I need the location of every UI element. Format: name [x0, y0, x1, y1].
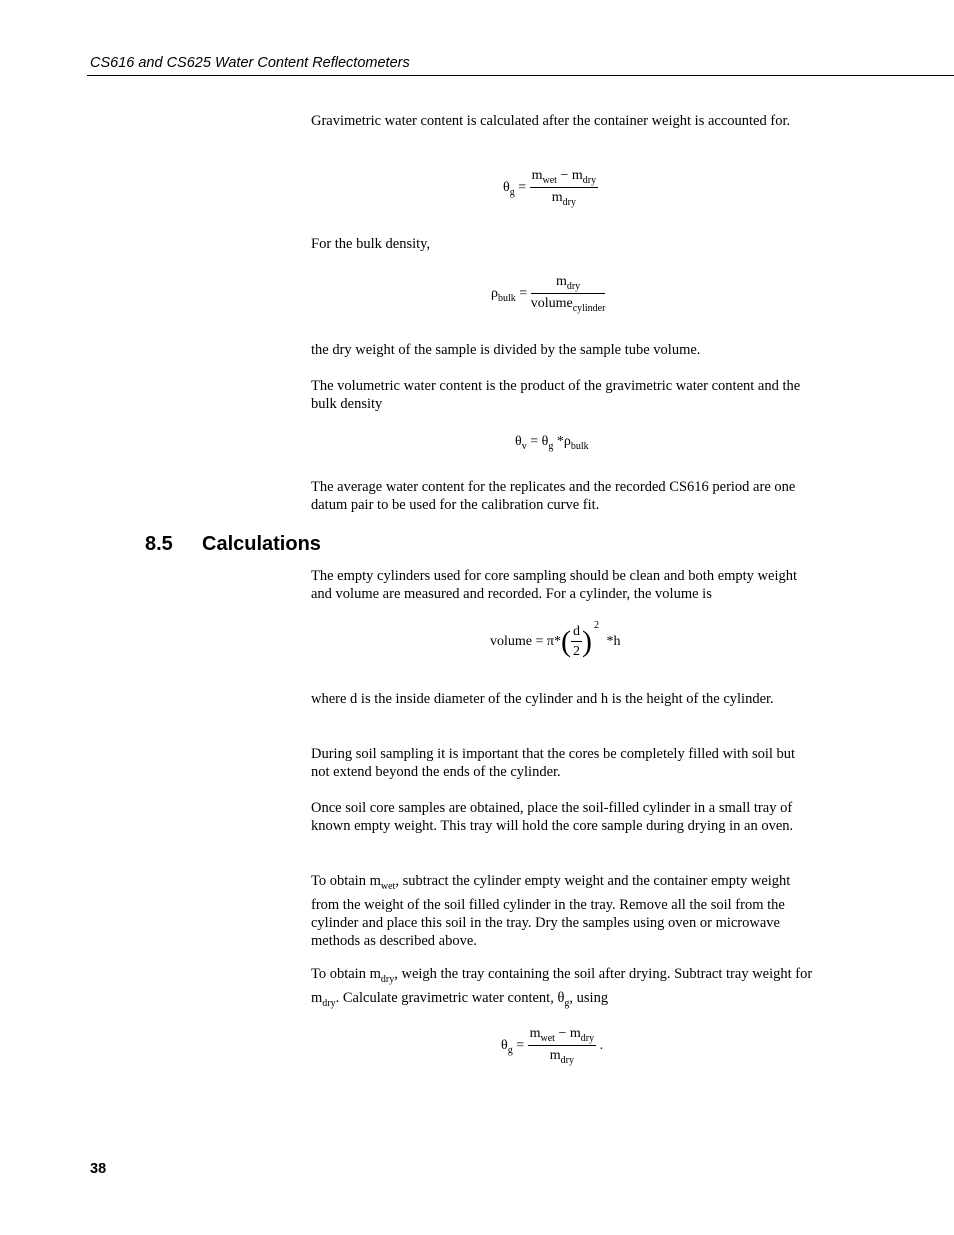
- eq4-exponent: 2: [593, 619, 599, 631]
- eq2-equals: =: [519, 286, 528, 302]
- eq2-numerator: [531, 274, 606, 294]
- eq5-fraction: [528, 1026, 596, 1066]
- eq5-minus: −: [558, 1026, 567, 1041]
- paragraph-5: [311, 478, 816, 514]
- eq3-theta-g-sub: g: [548, 440, 554, 452]
- eq1-den-sub: dry: [562, 196, 576, 208]
- equation-gravimetric-2: [501, 1026, 603, 1066]
- paragraph-7: [311, 690, 816, 708]
- eq5-m-dry: m: [569, 1026, 581, 1041]
- paragraph-5-text: The average water content for the replicates and the recorded CS616 period are one datum pair to be used for the calibration curve fit.: [311, 479, 796, 513]
- paragraph-6: [311, 567, 816, 603]
- eq2-m: m: [555, 274, 567, 289]
- eq1-fraction: [530, 168, 598, 208]
- eq4-times-1: *: [553, 634, 561, 650]
- eq1-equals: =: [518, 180, 527, 196]
- eq4-left-paren: (: [560, 625, 571, 658]
- eq1-denominator: [530, 188, 598, 208]
- eq4-times-2: *: [606, 634, 614, 650]
- eq1-m-dry-sub: dry: [582, 174, 597, 186]
- p11-part-b: , weigh the tray containing the soil after drying. Subtract tray weight for m: [311, 966, 813, 1006]
- paragraph-10-text: [311, 872, 816, 950]
- page-number: 38: [90, 1161, 107, 1177]
- p11-sub-dry-1: dry: [380, 973, 395, 985]
- eq5-theta-sub: g: [507, 1044, 513, 1056]
- eq5-m-wet: m: [529, 1026, 541, 1041]
- p11-sub-dry-2: dry: [322, 997, 336, 1009]
- eq4-h: h: [613, 634, 621, 650]
- eq2-m-sub: dry: [566, 280, 581, 292]
- eq2-denominator: [531, 294, 606, 314]
- p10-part-a: To obtain m: [311, 873, 381, 889]
- eq4-numerator: d: [571, 624, 582, 642]
- eq5-period: .: [599, 1038, 604, 1054]
- eq3-theta-v-sub: v: [521, 440, 527, 452]
- equation-volumetric: [515, 434, 589, 452]
- paragraph-3-text: the dry weight of the sample is divided by the sample tube volume.: [311, 342, 701, 358]
- section-title: Calculations: [202, 533, 321, 555]
- eq1-den-m: m: [551, 189, 563, 205]
- eq1-theta: θ: [503, 180, 510, 196]
- eq5-theta: θ: [501, 1038, 508, 1054]
- paragraph-4-text: The volumetric water content is the product of the gravimetric water content and the bulk density: [311, 378, 801, 412]
- eq5-den-sub: dry: [560, 1054, 574, 1066]
- eq3-rho: ρ: [563, 434, 571, 449]
- eq4-pi: π: [546, 634, 554, 650]
- eq1-m-dry: m: [571, 168, 583, 183]
- eq5-m-dry-sub: dry: [580, 1032, 595, 1044]
- p11-sub-g: g: [564, 997, 570, 1009]
- eq3-rho-sub: bulk: [570, 440, 589, 452]
- paragraph-9: [311, 799, 816, 835]
- eq3-equals: =: [530, 434, 539, 449]
- paragraph-11: [311, 965, 816, 1013]
- eq5-m-wet-sub: wet: [540, 1032, 555, 1044]
- eq4-fraction: [571, 624, 582, 660]
- equation-cylinder-volume: [490, 619, 621, 660]
- eq2-volume: volume: [530, 295, 573, 311]
- eq5-den-m: m: [549, 1047, 561, 1063]
- p11-part-d: , using: [569, 989, 609, 1006]
- paragraph-8: [311, 745, 816, 781]
- paragraph-3: [311, 341, 816, 359]
- section-heading: [145, 533, 321, 556]
- p10-part-b: , subtract the cylinder empty weight and the container empty weight from the weight of the soil filled cylinder in the tray. Remove all the soil from the cylinder and place this soil in the tray. Dry the samples using oven or microwave methods as described above.: [311, 873, 791, 949]
- paragraph-1-text: Gravimetric water content is calculated after the container weight is accounted for.: [311, 113, 791, 129]
- eq2-rho-sub: bulk: [498, 292, 516, 304]
- p11-part-a: To obtain m: [311, 966, 381, 982]
- eq4-equals: =: [535, 634, 544, 650]
- eq4-volume: volume: [490, 634, 532, 650]
- paragraph-2-text: For the bulk density,: [311, 236, 431, 252]
- eq1-numerator: [530, 168, 598, 188]
- paragraph-4: [311, 377, 816, 413]
- paragraph-2: [311, 235, 816, 253]
- p11-part-c: . Calculate gravimetric water content, θ: [335, 989, 565, 1006]
- eq2-volume-sub: cylinder: [572, 302, 606, 314]
- paragraph-7-text: where d is the inside diameter of the cylinder and h is the height of the cylinder.: [311, 691, 774, 707]
- paragraph-11-text: [311, 965, 816, 1013]
- eq3-theta-g: θ: [541, 434, 549, 449]
- eq4-right-paren: ): [581, 625, 592, 658]
- eq4-denominator: 2: [572, 644, 580, 659]
- eq1-m-wet-sub: wet: [542, 174, 557, 186]
- eq3-theta-v: θ: [515, 434, 522, 449]
- eq1-m-wet: m: [531, 168, 543, 183]
- eq5-numerator: [528, 1026, 596, 1046]
- p10-sub-wet: wet: [380, 880, 396, 892]
- eq2-fraction: [531, 274, 606, 314]
- paragraph-9-text: Once soil core samples are obtained, place the soil-filled cylinder in a small tray of known empty weight. This tray will hold the core sample during drying in an oven.: [311, 800, 794, 834]
- paragraph-10: [311, 872, 816, 950]
- document-title: CS616 and CS625 Water Content Reflectometers: [90, 55, 410, 71]
- eq5-denominator: [528, 1046, 596, 1066]
- equation-gravimetric: [503, 168, 598, 208]
- eq3-times: *: [556, 434, 564, 449]
- eq5-equals: =: [516, 1038, 525, 1054]
- eq2-rho: ρ: [491, 286, 498, 302]
- paragraph-8-text: During soil sampling it is important that the cores be completely filled with soil but not extend beyond the ends of the cylinder.: [311, 746, 796, 780]
- header-rule: [87, 75, 954, 76]
- paragraph-6-text: The empty cylinders used for core sampling should be clean and both empty weight and volume are measured and recorded. For a cylinder, the volume is: [311, 568, 798, 602]
- equation-bulk-density: [491, 274, 605, 314]
- eq1-theta-sub: g: [509, 186, 515, 198]
- eq1-minus: −: [560, 168, 569, 183]
- paragraph-1: [311, 112, 816, 130]
- section-number: 8.5: [145, 533, 173, 555]
